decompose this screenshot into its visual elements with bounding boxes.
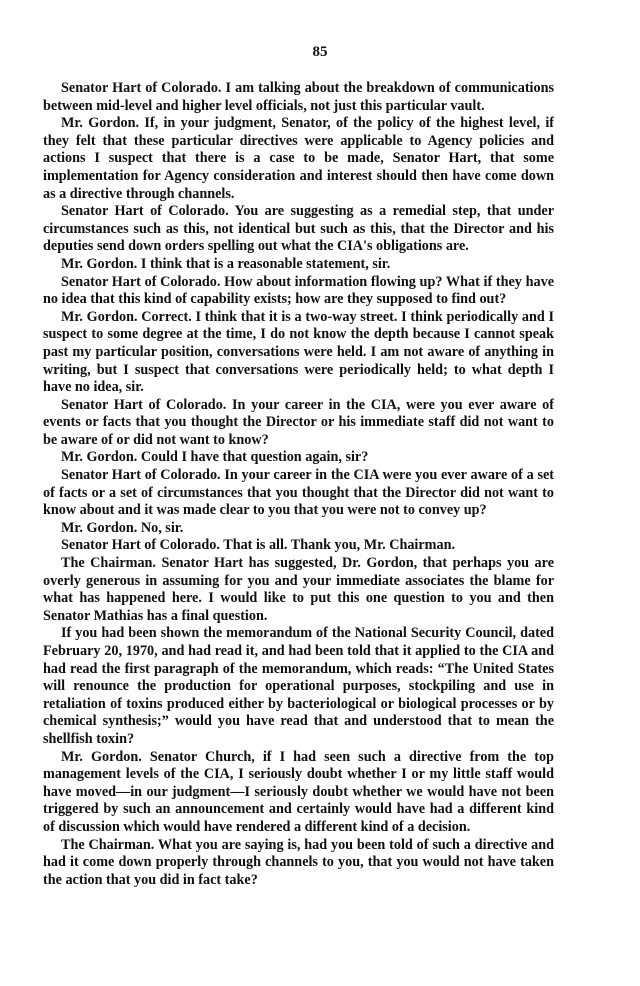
- paragraph: Mr. Gordon. Correct. I think that it is a two-way street. I think periodically and I suspect to some degree at the time, I do not know the depth because I cannot speak past my particular position, conversations were held. I am not aware of anything in writing, but I suspect that conversations were periodically held; to what depth I have no idea, sir.: [43, 308, 554, 396]
- paragraph: If you had been shown the memorandum of the National Security Council, dated February 20, 1970, and had read it, and had been told that it applied to the CIA and had read the first paragraph of the memorandum, which reads: “The United States will renounce the production for operational purposes, stockpiling and use in retaliation of toxins produced either by bacteriological or biological processes or by chemical synthesis;” would you have read that and understood that to mean the shellfish toxin?: [43, 625, 554, 747]
- paragraph: Senator Hart of Colorado. I am talking about the breakdown of communications between mid-level and higher level officials, not just this particular vault.: [43, 80, 554, 114]
- paragraph: Senator Hart of Colorado. In your career in the CIA, were you ever aware of events or facts that you thought the Director or his immediate staff did not want to be aware of or did not want to know?: [43, 396, 554, 448]
- paragraph: Senator Hart of Colorado. That is all. Thank you, Mr. Chairman.: [61, 537, 456, 554]
- paragraph: Mr. Gordon. Senator Church, if I had seen such a directive from the top management levels of the CIA, I seriously doubt whether I or my little staff would have moved—in our judgment—I seriously doubt whether we would have not been triggered by such an announcement and certainly would have had a different kind of discussion which would have rendered a different kind of a decision.: [43, 748, 554, 835]
- paragraph: Mr. Gordon. No, sir.: [61, 519, 184, 536]
- paragraph: Mr. Gordon. If, in your judgment, Senator, of the policy of the highest level, if they felt that these particular directives were applicable to Agency policies and actions I suspect that there is a case to be made, Senator Hart, that some implementation for Agency consideration and interest should then have come down as a directive through channels.: [43, 115, 554, 202]
- paragraph: The Chairman. Senator Hart has suggested, Dr. Gordon, that perhaps you are overly generous in assuming for you and your immediate associates the blame for what has happened here. I would like to put this one question to you and then Senator Mathias has a final question.: [43, 555, 554, 624]
- paragraph: Mr. Gordon. I think that is a reasonable statement, sir.: [61, 255, 391, 272]
- paragraph: Senator Hart of Colorado. In your career in the CIA were you ever aware of a set of facts or a set of circumstances that you thought that the Director did not want to know about and it was made clear to you that you were not to convey up?: [43, 467, 554, 519]
- paragraph: The Chairman. What you are saying is, had you been told of such a directive and had it come down properly through channels to you, that you would not have taken the action that you did in fact take?: [43, 836, 554, 888]
- paragraph: Senator Hart of Colorado. You are suggesting as a remedial step, that under circumstances such as this, not identical but such as this, that the Director and his deputies send down orders spelling out what the CIA's obligations are.: [43, 203, 554, 255]
- page-number: 85: [312, 44, 328, 60]
- transcript-body: [43, 80, 554, 889]
- paragraph: Mr. Gordon. Could I have that question again, sir?: [61, 449, 369, 466]
- paragraph: Senator Hart of Colorado. How about information flowing up? What if they have no idea that this kind of capability exists; how are they supposed to find out?: [43, 273, 554, 308]
